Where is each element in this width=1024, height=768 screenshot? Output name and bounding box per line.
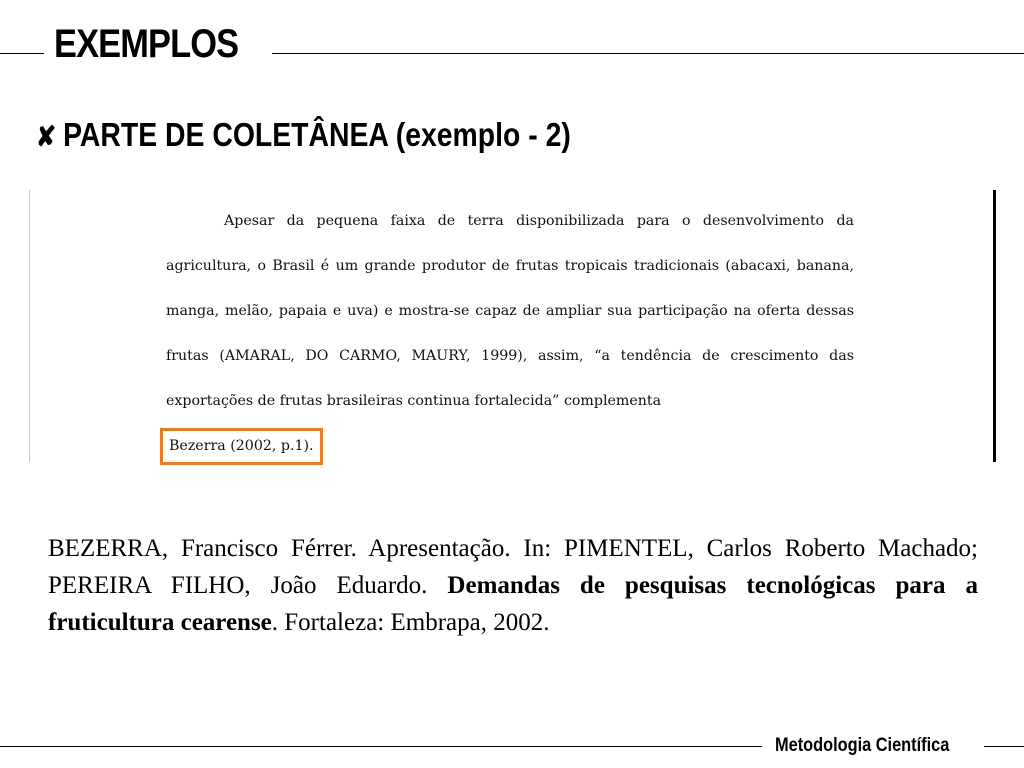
reference-title-bold: Demandas de pesquisas tecnológicas para a fruticultura cearense: [48, 572, 979, 636]
section-heading-text: PARTE DE COLETÂNEA (exemplo - 2): [63, 116, 571, 153]
title-rule-right: [272, 53, 1024, 54]
excerpt-right-border: [993, 190, 996, 462]
bibliographic-reference: [48, 530, 978, 641]
section-heading: [36, 112, 571, 160]
highlighted-citation: Bezerra (2002, p.1).: [160, 428, 323, 465]
excerpt-body-text: Apesar da pequena faixa de terra disponibilizada para o desenvolvimento da agricultura, o Brasil é um grande produtor de frutas tropicais tradicionais (abacaxi, banana, manga, melão, papaia e uva) e mostra-se capaz de ampliar sua participação na oferta dessas frutas (AMARAL, DO CARMO, MAURY, 1999), assim, “a tendência de crescimento das exportações de frutas brasileiras continua fortalecida” complementa: [166, 213, 854, 409]
footer-label: Metodologia Científica: [775, 735, 950, 756]
x-mark-bullet-icon: ✘: [36, 121, 57, 152]
footer-rule-left: [0, 746, 762, 747]
reference-authors-text: BEZERRA, Francisco Férrer. Apresentação. In: PIMENTEL, Carlos Roberto Machado; PEREIRA FILHO, João Eduardo.: [48, 535, 978, 599]
reference-publisher-text: . Fortaleza: Embrapa, 2002.: [271, 609, 550, 636]
footer-rule-right: [984, 746, 1024, 747]
slide-title: EXEMPLOS: [54, 22, 239, 66]
document-excerpt: [166, 199, 854, 469]
title-rule-left: [0, 53, 44, 54]
excerpt-left-border: [29, 190, 30, 462]
